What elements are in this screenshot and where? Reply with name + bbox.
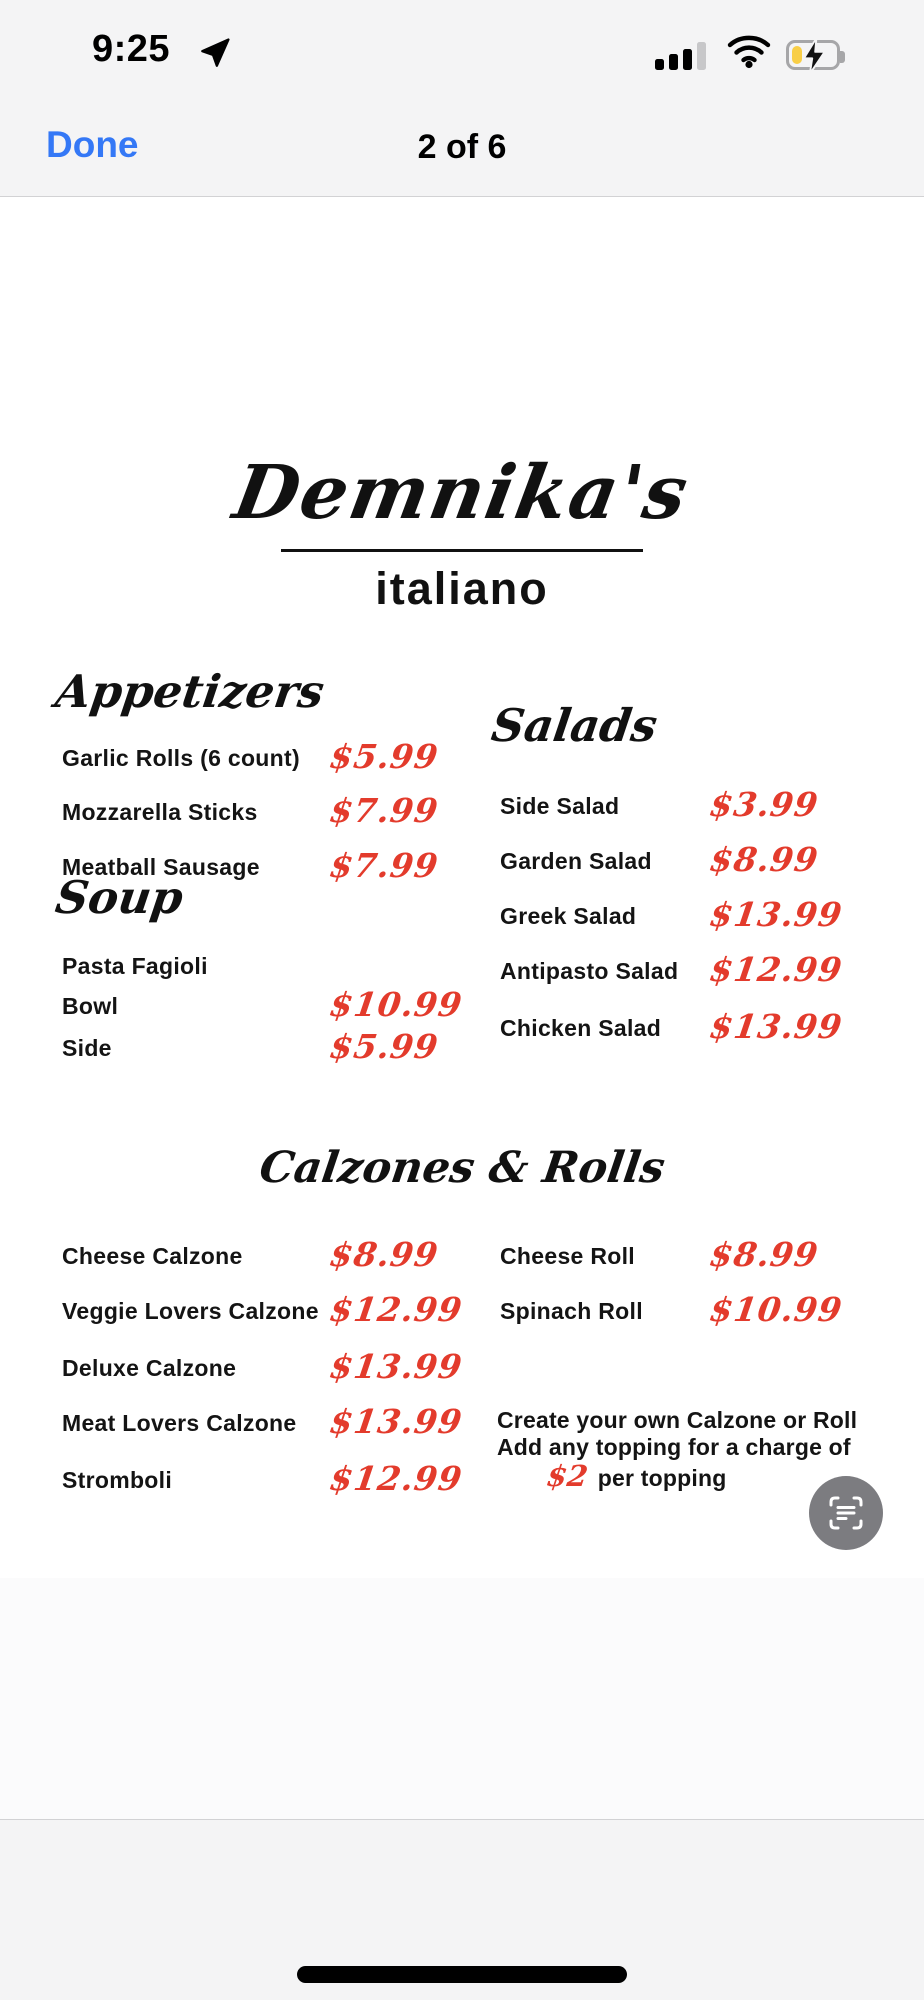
menu-item-row: [62, 953, 522, 987]
page-indicator: 2 of 6: [417, 128, 507, 166]
item-price: $5.99: [327, 737, 442, 776]
section-heading-calzones: Calzones & Rolls: [256, 1143, 668, 1193]
item-price: $10.99: [327, 985, 466, 1024]
note-price: $2: [544, 1459, 591, 1493]
menu-item-row: [62, 1235, 522, 1277]
location-arrow-icon: [198, 36, 232, 70]
item-name: Spinach Roll: [500, 1298, 643, 1324]
menu-photo[interactable]: [0, 197, 924, 1578]
menu-item-row: [62, 791, 522, 833]
item-name: Meatball Sausage: [62, 854, 260, 880]
menu-item-row: [500, 950, 920, 992]
home-indicator[interactable]: [297, 1966, 627, 1983]
menu-item-row: [62, 1347, 522, 1389]
item-name: Veggie Lovers Calzone: [62, 1298, 319, 1324]
item-name: Mozzarella Sticks: [62, 799, 258, 825]
item-price: $13.99: [707, 895, 846, 934]
top-chrome: [0, 0, 924, 197]
section-heading-appetizers: Appetizers: [52, 665, 328, 718]
battery-charging-icon: [786, 40, 840, 70]
menu-item-row: [62, 737, 522, 779]
live-text-button[interactable]: [809, 1476, 883, 1550]
note-line-1: Create your own Calzone or Roll: [497, 1407, 858, 1433]
menu-item-row: [62, 985, 522, 1027]
menu-subtitle: italiano: [375, 563, 549, 614]
item-price: $13.99: [327, 1347, 466, 1386]
item-name: Garden Salad: [500, 848, 652, 874]
item-price: $3.99: [707, 785, 822, 824]
item-price: $13.99: [707, 1007, 846, 1046]
item-name: Stromboli: [62, 1467, 173, 1493]
item-price: $8.99: [707, 840, 822, 879]
wifi-icon: [727, 35, 771, 69]
menu-item-row: [62, 1402, 522, 1444]
item-name: Greek Salad: [500, 903, 637, 929]
menu-title: Demnika's: [227, 450, 697, 536]
note-line-2: Add any topping for a charge of: [497, 1434, 851, 1460]
item-price: $12.99: [327, 1459, 466, 1498]
item-price: $10.99: [707, 1290, 846, 1329]
item-name: Garlic Rolls (6 count): [62, 745, 300, 771]
menu-item-row: [62, 1290, 522, 1332]
item-name: Deluxe Calzone: [62, 1355, 237, 1381]
note-line-3-text: per topping: [597, 1465, 727, 1491]
status-time: 9:25: [92, 28, 171, 70]
charging-bolt-icon: [797, 37, 831, 75]
item-name: Cheese Roll: [500, 1243, 635, 1269]
done-button[interactable]: Done: [46, 124, 139, 165]
item-price: $7.99: [327, 846, 442, 885]
item-name: Chicken Salad: [500, 1015, 662, 1041]
menu-item-row: [62, 1459, 522, 1501]
menu-item-row: [500, 895, 920, 937]
cellular-signal-icon: [655, 42, 706, 70]
item-price: $7.99: [327, 791, 442, 830]
item-name: Cheese Calzone: [62, 1243, 243, 1269]
menu-item-row: [500, 1235, 920, 1277]
live-text-icon: [826, 1493, 866, 1533]
menu-item-row: [62, 1027, 522, 1069]
item-name: Meat Lovers Calzone: [62, 1410, 297, 1436]
item-price: $5.99: [327, 1027, 442, 1066]
item-price: $8.99: [327, 1235, 442, 1274]
menu-item-row: [500, 1290, 920, 1332]
item-price: $13.99: [327, 1402, 466, 1441]
item-name: Pasta Fagioli: [62, 953, 208, 979]
title-underline: [281, 549, 643, 552]
item-name: Side: [62, 1035, 112, 1061]
menu-item-row: [500, 840, 920, 882]
item-price: $12.99: [327, 1290, 466, 1329]
item-name: Bowl: [62, 993, 119, 1019]
item-price: $12.99: [707, 950, 846, 989]
section-heading-soup: Soup: [52, 871, 187, 924]
content-backdrop: [0, 1578, 924, 1819]
menu-item-row: [500, 785, 920, 827]
item-name: Antipasto Salad: [500, 958, 679, 984]
section-heading-salads: Salads: [488, 699, 661, 752]
item-price: $8.99: [707, 1235, 822, 1274]
item-name: Side Salad: [500, 793, 620, 819]
menu-item-row: [500, 1007, 920, 1049]
